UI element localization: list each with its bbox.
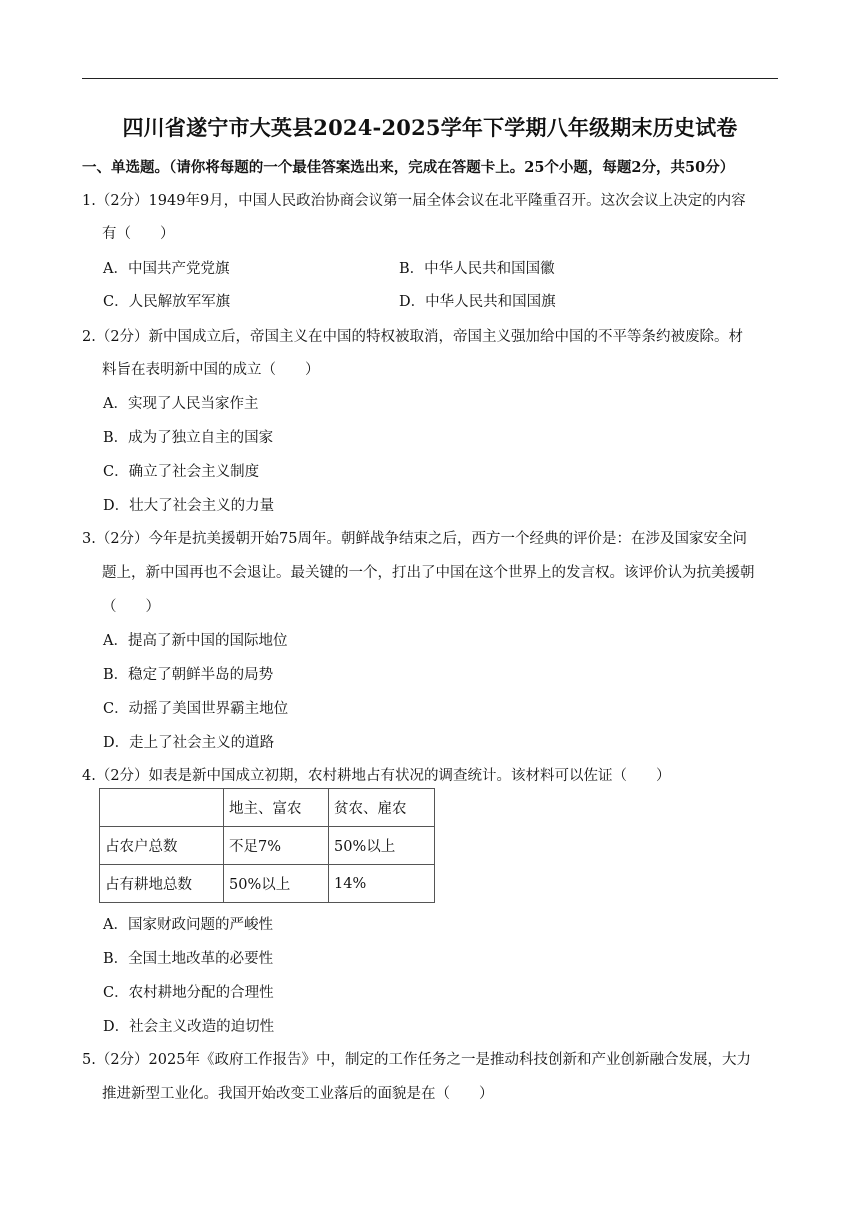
question-3-option-b: B．稳定了朝鲜半岛的局势 [103, 667, 274, 683]
question-4-option-c: C．农村耕地分配的合理性 [103, 985, 274, 1001]
question-1-stem: 1.（2分）1949年9月，中国人民政治协商会议第一届全体会议在北平隆重召开。这次会议上决定的内容 [82, 193, 746, 209]
table-header-row [100, 789, 435, 827]
table-cell: 占农户总数 [100, 827, 224, 865]
table-cell: 50%以上 [224, 865, 329, 903]
table-cell [100, 789, 224, 827]
question-3-option-d: D．走上了社会主义的道路 [103, 735, 275, 751]
question-2-option-b: B．成为了独立自主的国家 [103, 430, 274, 446]
question-4-stem: 4.（2分）如表是新中国成立初期，农村耕地占有状况的调查统计。该材料可以佐证（ ） [82, 768, 671, 784]
question-3-stem-cont: 题上，新中国再也不会退让。最关键的一个，打出了中国在这个世界上的发言权。该评价认为抗美援朝 [102, 565, 755, 581]
question-3-option-a: A．提高了新中国的国际地位 [103, 633, 288, 649]
table-header-landlords: 地主、富农 [224, 789, 329, 827]
question-1-option-a: A．中国共产党党旗 [103, 261, 230, 277]
question-2-option-d: D．壮大了社会主义的力量 [103, 498, 275, 514]
question-4-option-a: A．国家财政问题的严峻性 [103, 917, 273, 933]
question-3-stem: 3.（2分）今年是抗美援朝开始75周年。朝鲜战争结束之后，西方一个经典的评价是：在涉及国家安全问 [82, 531, 748, 547]
section-heading: 一、单选题。（请你将每题的一个最佳答案选出来，完成在答题卡上。25个小题，每题2分，共50分） [82, 159, 735, 176]
table-cell: 占有耕地总数 [100, 865, 224, 903]
question-4-option-d: D．社会主义改造的迫切性 [103, 1019, 275, 1035]
question-2-option-c: C．确立了社会主义制度 [103, 464, 260, 480]
question-1-option-d: D．中华人民共和国国旗 [399, 294, 556, 310]
question-2-stem-cont: 料旨在表明新中国的成立（ ） [102, 362, 320, 378]
table-header-poor-peasants: 贫农、雇农 [329, 789, 435, 827]
question-2-stem: 2.（2分）新中国成立后，帝国主义在中国的特权被取消，帝国主义强加给中国的不平等条约被废除。材 [82, 329, 744, 345]
table-row [100, 827, 435, 865]
exam-title: 四川省遂宁市大英县2024-2025学年下学期八年级期末历史试卷 [122, 115, 738, 140]
question-4-option-b: B．全国土地改革的必要性 [103, 951, 274, 967]
question-1-option-b: B．中华人民共和国国徽 [399, 261, 555, 277]
header-rule [82, 78, 778, 79]
question-1-stem-cont: 有（ ） [102, 226, 175, 242]
question-1-option-c: C．人民解放军军旗 [103, 294, 231, 310]
table-cell: 50%以上 [329, 827, 435, 865]
question-3-stem-cont-2: （ ） [102, 599, 160, 615]
land-survey-table [99, 788, 435, 903]
question-3-option-c: C．动摇了美国世界霸主地位 [103, 701, 289, 717]
table-cell: 14% [329, 865, 435, 903]
question-2-option-a: A．实现了人民当家作主 [103, 396, 259, 412]
question-5-stem-cont: 推进新型工业化。我国开始改变工业落后的面貌是在（ ） [102, 1086, 494, 1102]
table-cell: 不足7% [224, 827, 329, 865]
question-5-stem: 5.（2分）2025年《政府工作报告》中，制定的工作任务之一是推动科技创新和产业创新融合发展，大力 [82, 1052, 751, 1068]
table-row [100, 865, 435, 903]
